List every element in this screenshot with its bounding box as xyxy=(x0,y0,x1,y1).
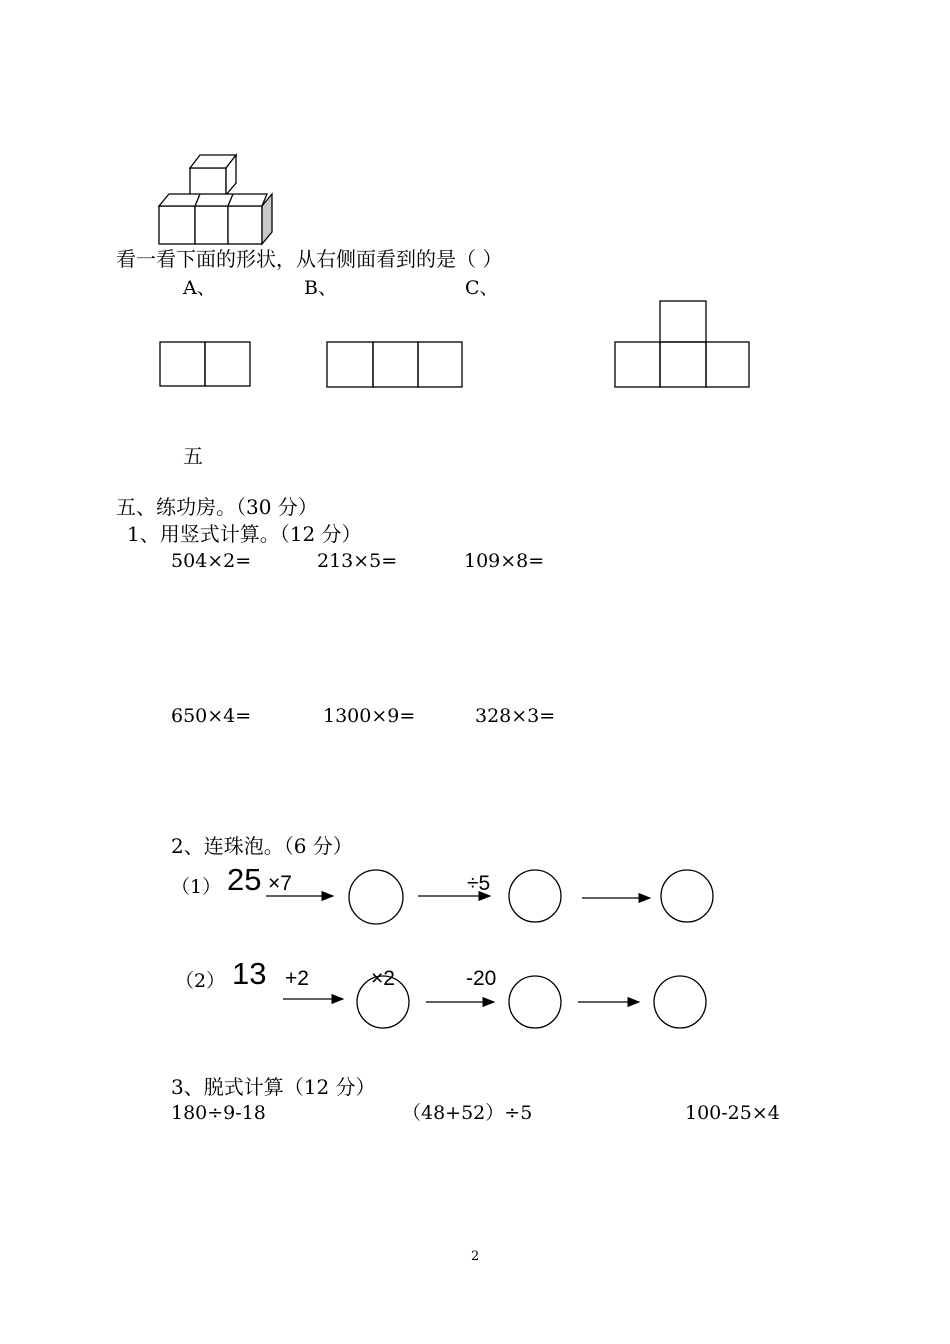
chain2-start-number: 13 xyxy=(232,956,267,991)
q3-title: 3、脱式计算（12 分） xyxy=(171,1075,376,1099)
chain2-label: （2） xyxy=(175,970,226,992)
chain1-op-2: ÷5 xyxy=(467,872,491,895)
option-b-figure xyxy=(327,342,462,387)
cube-stack-figure xyxy=(159,155,272,244)
stray-mark: 五 xyxy=(183,444,203,468)
q1-problem-6: 328×3= xyxy=(475,705,556,727)
chain2-answer-circle-3 xyxy=(654,976,706,1028)
q3-problem-2: （48+52）÷5 xyxy=(402,1102,533,1124)
view-question-prompt: 看一看下面的形状，从右侧面看到的是（ ） xyxy=(116,247,503,271)
chain1-start-number: 25 xyxy=(227,862,262,897)
option-b-label: B、 xyxy=(304,277,337,299)
chain1-label: （1） xyxy=(171,876,222,898)
q1-problem-2: 213×5= xyxy=(317,550,398,572)
option-c-label: C、 xyxy=(465,277,499,299)
section5-heading: 五、练功房。（30 分） xyxy=(116,495,318,519)
option-c-figure xyxy=(615,301,749,387)
q3-problem-3: 100-25×4 xyxy=(685,1102,780,1124)
q1-problem-4: 650×4= xyxy=(171,705,252,727)
q1-problem-3: 109×8= xyxy=(464,550,545,572)
option-a-figure xyxy=(160,342,250,386)
page-number: 2 xyxy=(471,1249,480,1264)
q2-title: 2、连珠泡。（6 分） xyxy=(171,834,353,858)
q3-problem-1: 180÷9-18 xyxy=(171,1102,266,1124)
chain1-answer-circle-2 xyxy=(509,870,561,922)
q1-title: 1、用竖式计算。（12 分） xyxy=(127,522,362,546)
q1-problem-1: 504×2= xyxy=(171,550,252,572)
chain1-answer-circle-1 xyxy=(349,870,403,924)
chain2-op-3: -20 xyxy=(466,967,497,990)
chain2-op-1: +2 xyxy=(285,967,309,990)
chain2-op-2: ×2 xyxy=(371,967,395,990)
q1-problem-5: 1300×9= xyxy=(323,705,416,727)
option-a-label: A、 xyxy=(183,277,216,299)
chain2-answer-circle-2 xyxy=(509,976,561,1028)
chain1-op-1: ×7 xyxy=(268,872,292,895)
chain1-answer-circle-3 xyxy=(661,870,713,922)
